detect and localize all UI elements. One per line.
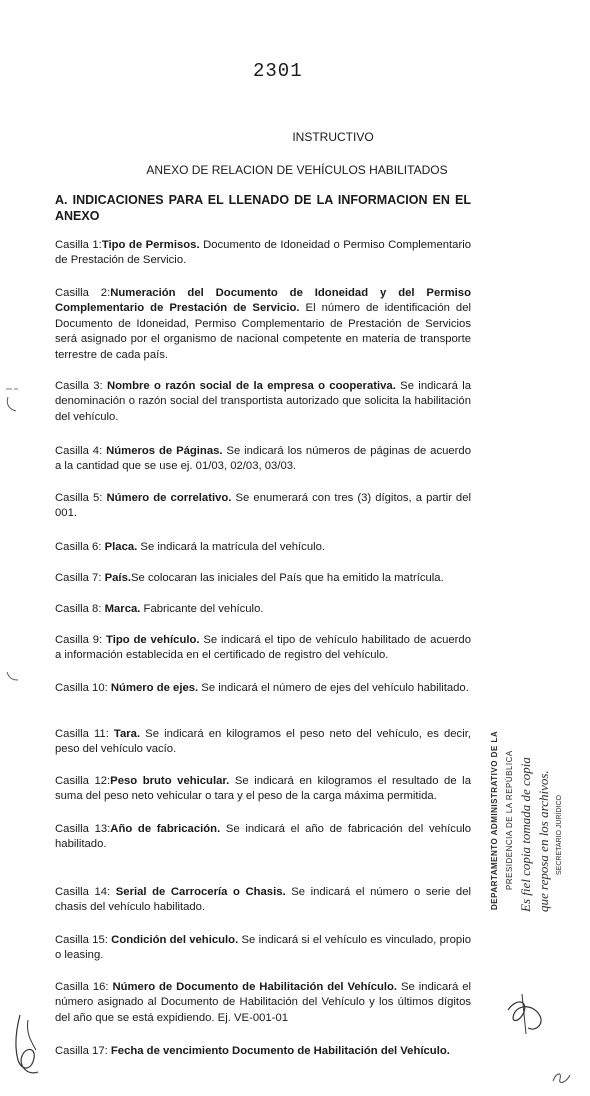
handwritten-signature <box>500 990 550 1040</box>
casilla-entry: Casilla 14: Serial de Carrocería o Chasis. Se indicará el número o serie del chasis del vehículo habilitado. <box>55 886 471 914</box>
casilla-entry: Casilla 5: Número de correlativo. Se enumerará con tres (3) dígitos, a partir del 001. <box>55 492 471 520</box>
handwritten-initials <box>8 1010 48 1080</box>
casilla-entry: Casilla 15: Condición del vehiculo. Se indicará si el vehículo es vinculado, propio o leasing. <box>55 934 471 962</box>
casilla-entry: Casilla 9: Tipo de vehículo. Se indicará el tipo de vehículo habilitado de acuerdo a información establecida en el certificado de registro del vehículo. <box>55 634 471 662</box>
casilla-entry: Casilla 16: Número de Documento de Habilitación del Vehículo. Se indicará el número asignado al Documento de Habilitación del Vehículo y los últimos dígitos del año que se está expidiendo. Ej. VE-001-01 <box>55 981 471 1024</box>
casilla-entry: Casilla 2:Numeración del Documento de Idoneidad y del Permiso Complementario de Prestación de Servicio. El número de identificación del Documento de Idoneidad, Permiso Complementario de Prestación de Servicios será asignado por el organismo de nacional competente en materia de transporte terrestre de cada país. <box>55 287 471 361</box>
casilla-entry: Casilla 1:Tipo de Permisos. Documento de Idoneidad o Permiso Complementario de Prestación de Servicio. <box>55 239 472 267</box>
casilla-entry: Casilla 3: Nombre o razón social de la empresa o cooperativa. Se indicará la denominación o razón social del transportista autorizado que solicita la habilitación del vehículo. <box>55 380 471 423</box>
stamp-line: DEPARTAMENTO ADMINISTRATIVO DE LA <box>490 730 499 910</box>
certification-stamp <box>478 690 568 915</box>
stamp-line: SECRETARIO JURÍDICO <box>556 795 563 875</box>
stamp-line: Es fiel copia tomada de copia <box>518 757 533 912</box>
stamp-line: que reposa en los archivos. <box>536 770 551 912</box>
handwritten-page-mark <box>550 1065 574 1089</box>
casilla-entry: Casilla 11: Tara. Se indicará en kilogramos el peso neto del vehículo, es decir, peso del vehículo vacío. <box>55 728 471 756</box>
margin-mark <box>4 385 24 415</box>
casilla-entry: Casilla 13:Año de fabricación. Se indicará el año de fabricación del vehículo habilitado. <box>55 823 472 851</box>
page-number: 2301 <box>253 60 303 82</box>
casilla-entry: Casilla 10: Número de ejes. Se indicará el número de ejes del vehículo habilitado. <box>55 682 469 694</box>
casilla-entry: Casilla 12:Peso bruto vehicular. Se indicará en kilogramos el resultado de la suma del peso neto vehicular o tara y el peso de la carga máxima permitida. <box>55 775 471 803</box>
casilla-entry: Casilla 7: País.Se colocaran las iniciales del País que ha emitido la matrícula. <box>55 572 444 584</box>
casilla-entry: Casilla 6: Placa. Se indicará la matrícula del vehículo. <box>55 541 326 553</box>
casilla-entry: Casilla 17: Fecha de vencimiento Documento de Habilitación del Vehículo. <box>55 1045 450 1057</box>
stamp-line: PRESIDENCIA DE LA REPÚBLICA <box>505 750 514 890</box>
document-subtitle: ANEXO DE RELACION DE VEHÍCULOS HABILITADOS <box>146 163 448 177</box>
casilla-entry: Casilla 8: Marca. Fabricante del vehículo. <box>55 603 264 615</box>
margin-mark <box>4 668 24 688</box>
section-heading: A. INDICACIONES PARA EL LLENADO DE LA INFORMACION EN EL ANEXO <box>55 193 471 223</box>
document-title: INSTRUCTIVO <box>292 130 374 144</box>
casilla-entry: Casilla 4: Números de Páginas. Se indicará los números de páginas de acuerdo a la cantidad que se use ej. 01/03, 02/03, 03/03. <box>55 445 471 473</box>
